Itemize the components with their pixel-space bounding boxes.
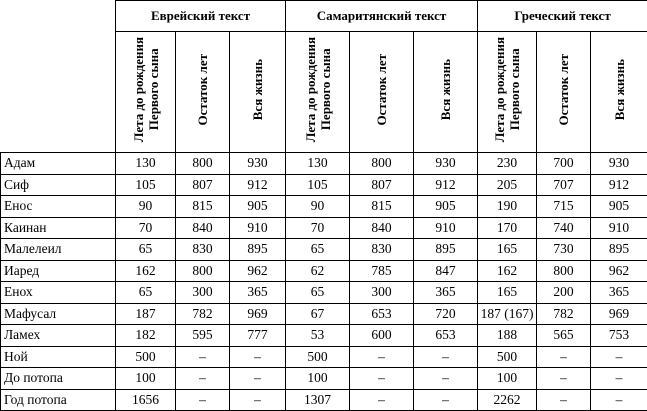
table-cell: 90 <box>116 196 176 218</box>
table-cell: – <box>591 389 647 411</box>
table-cell: 777 <box>230 325 286 347</box>
row-name: Ной <box>1 346 116 368</box>
table-cell: 165 <box>478 239 537 261</box>
table-cell: 182 <box>116 325 176 347</box>
table-cell: 67 <box>286 303 350 325</box>
table-cell: 130 <box>116 153 176 175</box>
column-header <box>350 32 414 153</box>
table-cell: 600 <box>350 325 414 347</box>
table-cell: 700 <box>537 153 591 175</box>
table-row <box>1 346 647 368</box>
row-name: Енос <box>1 196 116 218</box>
table-row <box>1 217 647 239</box>
table-cell: – <box>414 368 478 390</box>
table-cell: 653 <box>414 325 478 347</box>
table-cell: 912 <box>414 174 478 196</box>
table-cell: 653 <box>350 303 414 325</box>
table-cell: – <box>230 368 286 390</box>
table-cell: 187 (167) <box>478 303 537 325</box>
column-header <box>537 32 591 153</box>
table-cell: 815 <box>176 196 230 218</box>
column-header <box>286 32 350 153</box>
column-header-label: Лета до рождения Первого сына <box>302 37 333 143</box>
table-row <box>1 174 647 196</box>
column-header-label: Лета до рождения Первого сына <box>130 37 161 143</box>
table-cell: 840 <box>350 217 414 239</box>
row-name: Иаред <box>1 260 116 282</box>
table-row <box>1 368 647 390</box>
table-cell: 830 <box>176 239 230 261</box>
table-cell: 707 <box>537 174 591 196</box>
row-name: До потопа <box>1 368 116 390</box>
table-cell: 800 <box>350 153 414 175</box>
table-cell: 912 <box>591 174 647 196</box>
table-cell: 782 <box>537 303 591 325</box>
table-cell: – <box>176 368 230 390</box>
row-name: Мафусал <box>1 303 116 325</box>
table-cell: 807 <box>176 174 230 196</box>
group-header-hebrew: Еврейский текст <box>116 1 286 32</box>
table-cell: 100 <box>478 368 537 390</box>
table-cell: 905 <box>591 196 647 218</box>
row-name: Ламех <box>1 325 116 347</box>
table-cell: 785 <box>350 260 414 282</box>
table-cell: 53 <box>286 325 350 347</box>
column-header-label: Остаток лет <box>195 54 210 126</box>
group-header-row <box>1 1 647 32</box>
column-header-label: Остаток лет <box>556 54 572 126</box>
column-header <box>414 32 478 153</box>
table-cell: 165 <box>478 282 537 304</box>
table-cell: 300 <box>350 282 414 304</box>
table-cell: 807 <box>350 174 414 196</box>
table-cell: 895 <box>591 239 647 261</box>
table-cell: 1307 <box>286 389 350 411</box>
table-cell: 365 <box>414 282 478 304</box>
table-cell: 187 <box>116 303 176 325</box>
table-row <box>1 239 647 261</box>
table-cell: – <box>350 368 414 390</box>
table-cell: 847 <box>414 260 478 282</box>
table-cell: 100 <box>286 368 350 390</box>
row-name: Сиф <box>1 174 116 196</box>
column-header <box>478 32 537 153</box>
table-cell: 500 <box>116 346 176 368</box>
corner-cell <box>1 1 116 153</box>
table-cell: 130 <box>286 153 350 175</box>
row-name: Малелеил <box>1 239 116 261</box>
table-cell: 962 <box>591 260 647 282</box>
table-cell: 90 <box>286 196 350 218</box>
table-cell: 190 <box>478 196 537 218</box>
table-cell: 365 <box>591 282 647 304</box>
row-name: Год потопа <box>1 389 116 411</box>
table-cell: 800 <box>176 153 230 175</box>
table-row <box>1 196 647 218</box>
column-header <box>116 32 176 153</box>
table-cell: 188 <box>478 325 537 347</box>
table-cell: 500 <box>478 346 537 368</box>
table-cell: – <box>591 346 647 368</box>
column-header-label: Вся жизнь <box>250 59 266 121</box>
table-cell: 910 <box>230 217 286 239</box>
table-cell: 565 <box>537 325 591 347</box>
table-cell: 100 <box>116 368 176 390</box>
table-cell: 2262 <box>478 389 537 411</box>
table-cell: 200 <box>537 282 591 304</box>
table-cell: 895 <box>414 239 478 261</box>
table-row <box>1 303 647 325</box>
table-row <box>1 389 647 411</box>
table-cell: – <box>414 346 478 368</box>
row-name: Енох <box>1 282 116 304</box>
table-cell: – <box>230 389 286 411</box>
table-cell: 170 <box>478 217 537 239</box>
column-header-label: Остаток лет <box>374 54 390 126</box>
table-cell: – <box>176 389 230 411</box>
table-cell: 205 <box>478 174 537 196</box>
table-cell: 740 <box>537 217 591 239</box>
table-cell: – <box>414 389 478 411</box>
table-cell: 1656 <box>116 389 176 411</box>
table-cell: 162 <box>478 260 537 282</box>
table-cell: – <box>350 346 414 368</box>
table-cell: – <box>176 346 230 368</box>
table-cell: 905 <box>414 196 478 218</box>
table-cell: 840 <box>176 217 230 239</box>
table-cell: – <box>537 346 591 368</box>
table-row <box>1 153 647 175</box>
column-header-label: Лета до рождения Первого сына <box>492 37 523 143</box>
table-cell: 70 <box>116 217 176 239</box>
group-header-greek: Греческий текст <box>478 1 647 32</box>
table-cell: 230 <box>478 153 537 175</box>
table-cell: 895 <box>230 239 286 261</box>
table-body <box>1 153 647 411</box>
table-cell: 930 <box>230 153 286 175</box>
table-cell: 969 <box>591 303 647 325</box>
column-header-label: Вся жизнь <box>438 59 454 121</box>
table-cell: 830 <box>350 239 414 261</box>
table-cell: 910 <box>414 217 478 239</box>
table-cell: – <box>537 389 591 411</box>
table-cell: 930 <box>591 153 647 175</box>
row-name: Каинан <box>1 217 116 239</box>
table-cell: 365 <box>230 282 286 304</box>
table-cell: – <box>350 389 414 411</box>
table-row <box>1 260 647 282</box>
table-cell: 595 <box>176 325 230 347</box>
column-header <box>591 32 647 153</box>
table-cell: 65 <box>116 282 176 304</box>
table-cell: 65 <box>116 239 176 261</box>
table-cell: 65 <box>286 282 350 304</box>
table-cell: 65 <box>286 239 350 261</box>
table-cell: 930 <box>414 153 478 175</box>
table-cell: 905 <box>230 196 286 218</box>
table-cell: 162 <box>116 260 176 282</box>
column-header-label: Вся жизнь <box>611 59 627 121</box>
row-name: Адам <box>1 153 116 175</box>
group-header-samaritan: Самаритянский текст <box>286 1 478 32</box>
table-cell: 800 <box>176 260 230 282</box>
column-header <box>230 32 286 153</box>
table-cell: 62 <box>286 260 350 282</box>
table-cell: 730 <box>537 239 591 261</box>
table-cell: 910 <box>591 217 647 239</box>
column-header <box>176 32 230 153</box>
table-cell: 715 <box>537 196 591 218</box>
table-cell: 782 <box>176 303 230 325</box>
table-cell: 70 <box>286 217 350 239</box>
table-cell: 969 <box>230 303 286 325</box>
table-row <box>1 325 647 347</box>
table-cell: – <box>537 368 591 390</box>
table-cell: 300 <box>176 282 230 304</box>
table-cell: – <box>591 368 647 390</box>
table-cell: 800 <box>537 260 591 282</box>
table-cell: 720 <box>414 303 478 325</box>
table-cell: – <box>230 346 286 368</box>
table-cell: 962 <box>230 260 286 282</box>
table-cell: 105 <box>116 174 176 196</box>
table-cell: 105 <box>286 174 350 196</box>
table-cell: 500 <box>286 346 350 368</box>
table-cell: 912 <box>230 174 286 196</box>
table-row <box>1 282 647 304</box>
table-cell: 815 <box>350 196 414 218</box>
table-cell: 753 <box>591 325 647 347</box>
